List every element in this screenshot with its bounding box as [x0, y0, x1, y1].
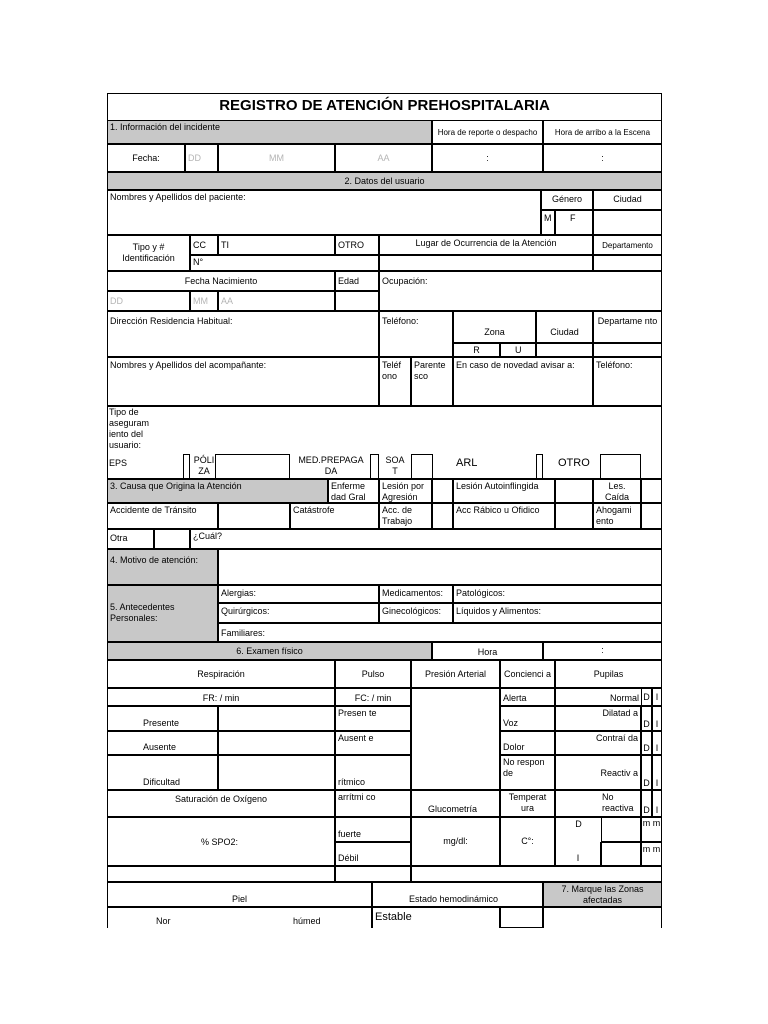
form-title: REGISTRO DE ATENCIÓN PREHOSPITALARIA [107, 93, 662, 120]
insurance-type-label: Tipo de aseguram iento del usuario: [109, 407, 150, 450]
allergies-field[interactable]: Alergias: [218, 585, 379, 603]
zone-label: Zona [453, 311, 536, 343]
cause-which-field[interactable]: ¿Cuál? [190, 529, 662, 549]
birth-date-label: Fecha Nacimiento [107, 271, 335, 291]
insurance-soat-label: SOA T [385, 455, 405, 476]
pupil-dilated-right[interactable]: D [641, 706, 652, 731]
pulse-weak-option[interactable]: Débil [335, 842, 411, 866]
cause-self-inflicted-label: Lesión Autoinflingida [453, 479, 555, 503]
date-day-field[interactable]: DD [185, 144, 218, 172]
exam-time-field[interactable]: : [543, 642, 662, 660]
oxygen-saturation-label: Saturación de Oxígeno [107, 790, 335, 817]
pulse-label: Pulso [335, 660, 411, 688]
id-type-label: Tipo y # Identificación [107, 235, 190, 271]
companion-phone-field[interactable]: Teléf ono [379, 357, 411, 406]
id-cc-option[interactable]: CC [190, 235, 218, 255]
cause-catastrophe-label: Catástrofe [290, 503, 379, 529]
hemodynamic-stable-checkbox[interactable] [500, 907, 543, 928]
cause-self-inflicted-checkbox[interactable] [555, 479, 593, 503]
cause-assault-label: Lesión por Agresión [379, 479, 432, 503]
insurance-arl-label: ARL [456, 457, 478, 469]
insurance-soat-checkbox[interactable] [411, 454, 433, 479]
pupil-reactive-right[interactable]: D [641, 755, 652, 790]
insurance-arl-checkbox[interactable] [536, 454, 543, 479]
zone-urban-option[interactable]: U [500, 343, 536, 357]
exam-blank-row-b [335, 866, 411, 882]
cause-rabies-label: Acc Rábico u Ofidico [453, 503, 555, 529]
insurance-other-label: OTRO [558, 457, 590, 469]
insurance-prepaid-label: MED.PREPAGA DA [298, 455, 364, 476]
arrival-time-field[interactable]: : [543, 144, 662, 172]
exam-time-label: Hora [432, 642, 543, 660]
pupil-size-left-unit: m m [641, 842, 662, 866]
conscious-pain-option[interactable]: Dolor [500, 731, 555, 755]
cause-assault-checkbox[interactable] [432, 479, 453, 503]
pupil-normal-right[interactable]: D [641, 688, 652, 706]
pupil-dilated-label: Dilatad a [555, 706, 641, 731]
hemodynamic-stable-label: Estable [372, 907, 500, 947]
section-7-heading: 7. Marque las Zonas afectadas [543, 882, 662, 907]
incident-location-field[interactable] [379, 255, 593, 271]
birth-month-field[interactable]: MM [190, 291, 218, 311]
pupil-non-reactive-left[interactable]: I [652, 790, 662, 817]
section-5-heading: 5. Antecedentes Personales: [107, 585, 218, 642]
incident-location-label: Lugar de Ocurrencia de la Atención [379, 235, 593, 255]
cause-traffic-checkbox[interactable] [218, 503, 290, 529]
skin-label: Piel [107, 882, 372, 907]
city-field[interactable] [593, 210, 662, 235]
glucometry-label: Glucometría [411, 790, 500, 817]
cause-fall-checkbox[interactable] [641, 479, 662, 503]
cause-work-accident-checkbox[interactable] [432, 503, 453, 529]
section-6-heading: 6. Examen físico [107, 642, 432, 660]
respiration-label: Respiración [107, 660, 335, 688]
medications-field[interactable]: Medicamentos: [379, 585, 453, 603]
temperature-field[interactable]: C°: [500, 817, 555, 866]
skin-normal-label: Nor [156, 916, 171, 926]
breath-difficulty-field[interactable] [218, 755, 335, 790]
section-4-heading: 4. Motivo de atención: [107, 549, 218, 585]
city-label: Ciudad [593, 190, 662, 210]
consciousness-label: Concienci a [500, 660, 555, 688]
pathological-field[interactable]: Patológicos: [453, 585, 662, 603]
cause-drowning-checkbox[interactable] [641, 503, 662, 529]
surgical-field[interactable]: Quirúrgicos: [218, 603, 379, 623]
exam-blank-row-c [411, 866, 662, 882]
breath-absent-label: Ausente [107, 731, 218, 755]
pupil-contracted-right[interactable]: D [641, 731, 652, 755]
occupation-field[interactable]: Ocupación: [379, 271, 662, 311]
family-history-field[interactable]: Familiares: [218, 623, 662, 642]
department-label: Departamento [593, 235, 662, 255]
breath-absent-field[interactable] [218, 731, 335, 755]
residence-department-label: Departame nto [593, 311, 662, 343]
gynecological-field[interactable]: Ginecológicos: [379, 603, 453, 623]
section-2-heading: 2. Datos del usuario [107, 172, 662, 190]
cause-traffic-label: Accidente de Tránsito [107, 503, 218, 529]
patient-name-field[interactable]: Nombres y Apellidos del paciente: [107, 190, 541, 235]
pupil-non-reactive-right[interactable]: D [641, 790, 652, 817]
attention-reason-field[interactable] [218, 549, 662, 585]
cause-other-label: Otra [107, 529, 154, 549]
id-other-option[interactable]: OTRO [335, 235, 379, 255]
pupil-size-right-field[interactable] [601, 817, 641, 842]
id-number-field[interactable]: N° [190, 255, 379, 271]
report-time-field[interactable]: : [432, 144, 543, 172]
birth-year-field[interactable]: AA [218, 291, 335, 311]
residence-city-label: Ciudad [536, 311, 593, 343]
cause-fall-label: Les. Caída [593, 479, 641, 503]
pupil-normal-row [555, 688, 641, 706]
heart-rate-field[interactable]: FC: / min [335, 688, 411, 706]
fluids-food-field[interactable]: Líquidos y Alimentos: [453, 603, 662, 623]
pupils-label: Pupilas [555, 660, 662, 688]
breath-difficulty-label: Dificultad [107, 755, 218, 790]
cause-rabies-checkbox[interactable] [555, 503, 593, 529]
pulse-arrhythmic-option[interactable]: arrítmi co [335, 790, 411, 817]
gender-f-option[interactable]: F [555, 210, 593, 235]
pupil-non-reactive-label: No reactiva [555, 790, 641, 817]
residence-department-field[interactable] [593, 343, 662, 357]
cause-disease-label: Enferme dad Gral [328, 479, 379, 503]
arrival-time-label: Hora de arribo a la Escena [543, 120, 662, 144]
pupil-reactive-label: Reactiv a [555, 755, 641, 790]
pupil-size-left-field[interactable] [601, 842, 641, 866]
page-bottom-margin [0, 928, 768, 1024]
breath-present-label: Presente [107, 706, 218, 731]
skin-humid-label: húmed [293, 916, 321, 926]
spo2-field[interactable]: % SPO2: [107, 817, 335, 866]
cause-other-checkbox[interactable] [154, 529, 190, 549]
blood-pressure-label: Presión Arterial [411, 660, 500, 688]
emergency-contact-field[interactable]: En caso de novedad avisar a: [453, 357, 593, 406]
glucose-field[interactable]: mg/dl: [411, 817, 500, 866]
gender-label: Género [541, 190, 593, 210]
relationship-field[interactable]: Parente sco [411, 357, 453, 406]
insurance-eps-checkbox[interactable] [183, 454, 190, 479]
pupil-contracted-label: Contraí da [555, 731, 641, 755]
pupil-size-right-unit: m m [641, 817, 662, 842]
date-year-field[interactable]: AA [335, 144, 432, 172]
pulse-strong-option[interactable]: fuerte [335, 817, 411, 842]
residence-city-field[interactable] [536, 343, 593, 357]
emergency-phone-field[interactable]: Teléfono: [593, 357, 662, 406]
age-field[interactable] [335, 291, 379, 311]
conscious-alert-option[interactable]: Alerta [500, 688, 555, 706]
gender-m-option[interactable]: M [541, 210, 555, 235]
pulse-absent-option[interactable]: Ausent e [335, 731, 411, 755]
cause-work-accident-label: Acc. de Trabajo [379, 503, 432, 529]
pupil-normal-left[interactable]: I [652, 688, 662, 706]
insurance-poliza-checkbox[interactable] [215, 454, 290, 479]
report-time-label: Hora de reporte o despacho [432, 120, 543, 144]
blood-pressure-field[interactable] [411, 688, 500, 790]
insurance-prepaid-checkbox[interactable] [370, 454, 379, 479]
pupil-normal-label: Normal [609, 693, 639, 703]
pupil-size-right-label: D [555, 817, 601, 866]
pulse-present-option[interactable]: Presen te [335, 706, 411, 731]
home-address-field[interactable]: Dirección Residencia Habitual: [107, 311, 379, 357]
id-ti-option[interactable]: TI [218, 235, 335, 255]
date-month-field[interactable]: MM [218, 144, 335, 172]
insurance-other-checkbox[interactable] [600, 454, 641, 479]
date-label: Fecha: [107, 144, 185, 172]
pupil-reactive-left[interactable]: I [652, 755, 662, 790]
conscious-no-response-option[interactable]: No respon de [500, 755, 555, 790]
section-3-heading: 3. Causa que Origina la Atención [107, 479, 328, 503]
section-1-heading: 1. Información del incidente [107, 120, 432, 144]
phone-field[interactable]: Teléfono: [379, 311, 453, 357]
department-field[interactable] [593, 255, 662, 271]
pulse-rhythmic-option[interactable]: rítmico [335, 755, 411, 790]
birth-day-field[interactable]: DD [107, 291, 190, 311]
companion-name-field[interactable]: Nombres y Apellidos del acompañante: [107, 357, 379, 406]
age-label: Edad [335, 271, 379, 291]
insurance-eps-label: EPS [109, 458, 128, 468]
pupil-contracted-left[interactable]: I [652, 731, 662, 755]
insurance-poliza-label: PÓLI ZA [193, 455, 215, 476]
pupil-size-left-label: I [555, 842, 601, 866]
zone-rural-option[interactable]: R [453, 343, 500, 357]
temperature-label: Temperat ura [500, 790, 555, 817]
conscious-voice-option[interactable]: Voz [500, 706, 555, 731]
cause-drowning-label: Ahogami ento [593, 503, 641, 529]
respiratory-rate-field[interactable]: FR: / min [107, 688, 335, 706]
breath-present-field[interactable] [218, 706, 335, 731]
exam-blank-row-a [107, 866, 335, 882]
pupil-dilated-left[interactable]: I [652, 706, 662, 731]
hemodynamic-state-label: Estado hemodinámico [372, 882, 543, 907]
